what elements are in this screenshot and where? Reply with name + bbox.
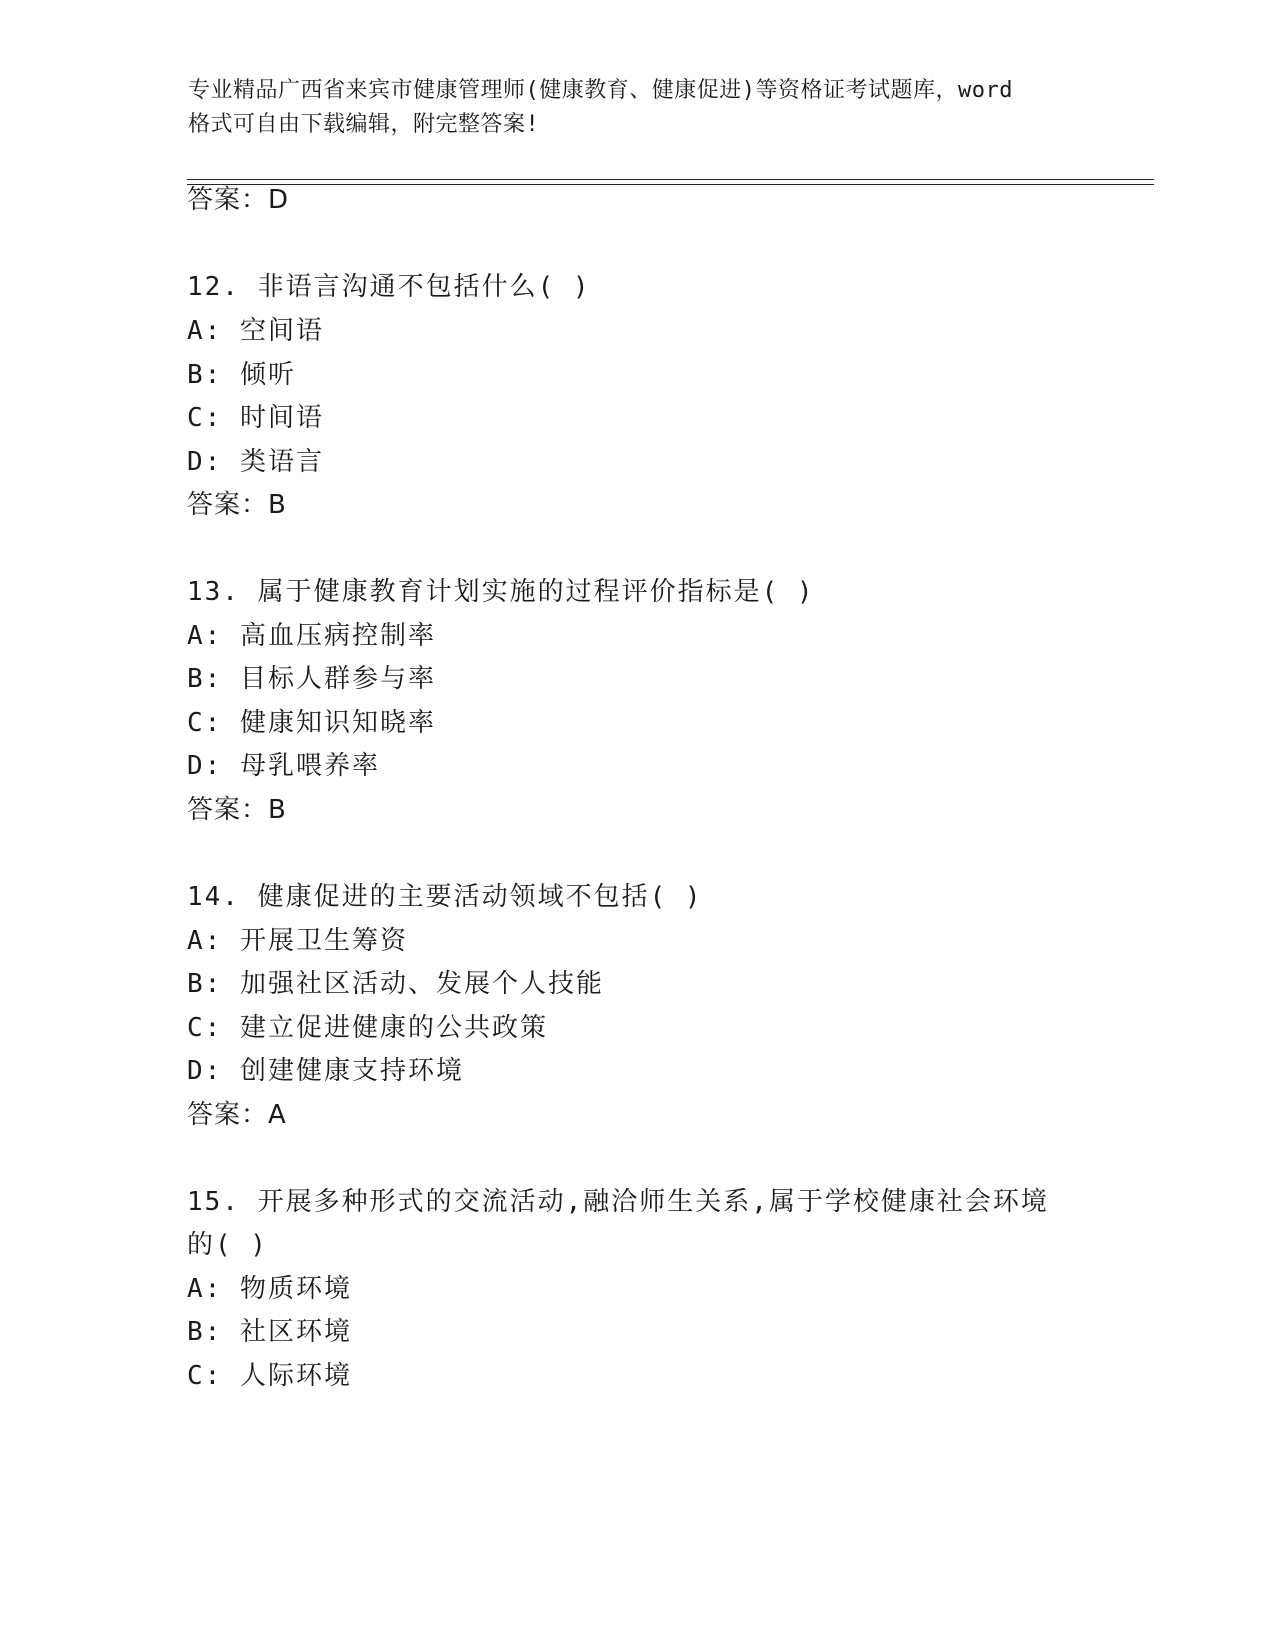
question-12-option-d: D: 类语言: [187, 447, 324, 477]
question-14-option-d: D: 创建健康支持环境: [187, 1056, 464, 1086]
question-13-option-a: A: 高血压病控制率: [187, 621, 436, 651]
question-13-option-b: B: 目标人群参与率: [187, 664, 436, 694]
question-15-stem-continued: 的( ): [187, 1230, 268, 1260]
question-12-answer: 答案：B: [187, 490, 287, 520]
question-15-option-c: C: 人际环境: [187, 1361, 352, 1391]
question-12-option-a: A: 空间语: [187, 316, 324, 346]
question-15-option-a: A: 物质环境: [187, 1274, 352, 1304]
header-line-2: 格式可自由下载编辑，附完整答案!: [188, 112, 540, 137]
question-13-stem: 13. 属于健康教育计划实施的过程评价指标是( ): [187, 577, 815, 607]
question-14-option-b: B: 加强社区活动、发展个人技能: [187, 969, 604, 999]
question-14-answer: 答案：A: [187, 1100, 287, 1130]
header-divider-top: [187, 179, 1154, 180]
question-12-option-c: C: 时间语: [187, 403, 324, 433]
question-12-stem: 12. 非语言沟通不包括什么( ): [187, 272, 591, 302]
question-14-option-c: C: 建立促进健康的公共政策: [187, 1013, 548, 1043]
header-divider-bottom: [187, 184, 1154, 185]
answer-previous: 答案：D: [187, 185, 290, 215]
question-13-answer: 答案：B: [187, 795, 287, 825]
header-line-1: 专业精品广西省来宾市健康管理师(健康教育、健康促进)等资格证考试题库，word: [188, 78, 1013, 103]
question-13-option-c: C: 健康知识知晓率: [187, 708, 436, 738]
page-header: [188, 74, 1088, 142]
question-14-option-a: A: 开展卫生筹资: [187, 926, 408, 956]
question-12-option-b: B: 倾听: [187, 360, 296, 390]
question-15-stem: 15. 开展多种形式的交流活动,融洽师生关系,属于学校健康社会环境: [187, 1187, 1049, 1217]
question-13-option-d: D: 母乳喂养率: [187, 751, 380, 781]
question-15-option-b: B: 社区环境: [187, 1317, 352, 1347]
question-14-stem: 14. 健康促进的主要活动领域不包括( ): [187, 882, 703, 912]
